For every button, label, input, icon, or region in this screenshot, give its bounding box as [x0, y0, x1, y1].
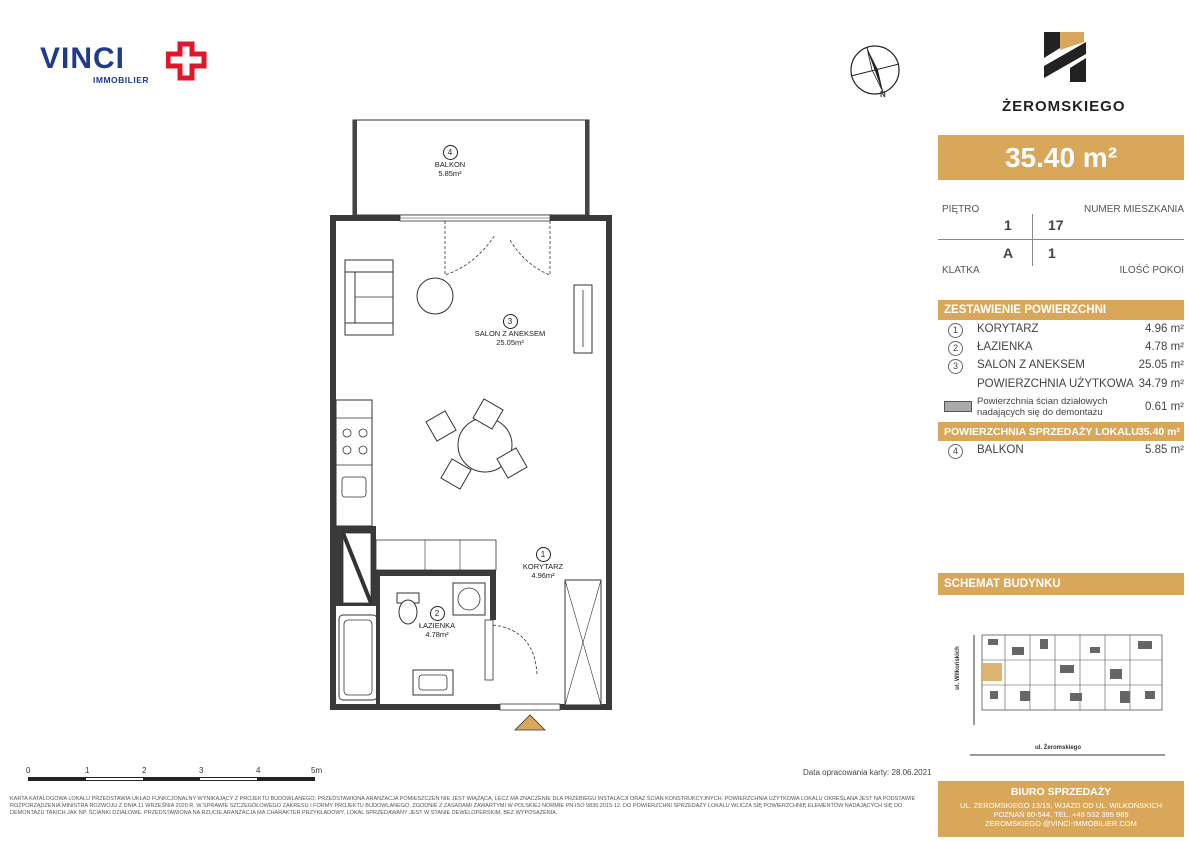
- compass-north-label: N: [880, 90, 886, 99]
- total-area-box: [938, 135, 1184, 180]
- walls-label-line2: nadających się do demontażu: [977, 407, 1103, 418]
- sales-area-label: POWIERZCHNIA SPRZEDAŻY LOKALU: [944, 425, 1139, 438]
- room-number-badge: 3: [948, 359, 963, 374]
- room-area: 4.78m²: [425, 629, 449, 639]
- summary-row-lazienka: [944, 341, 1184, 358]
- room-number-badge: 1: [536, 547, 551, 562]
- room-area: 25.05 m²: [1138, 359, 1184, 371]
- scale-tick-label: 4: [256, 766, 261, 775]
- summary-row-korytarz: [944, 323, 1184, 340]
- info-h-divider: [938, 239, 1184, 240]
- project-mark-icon: [1040, 28, 1090, 86]
- sales-office-line: UL. ŻEROMSKIEGO 13/15, WJAZD OD UL. WILKOŃSKICH: [959, 801, 1163, 810]
- room-number-badge: 2: [948, 341, 963, 356]
- compass-icon: [845, 40, 905, 102]
- disclaimer-line: DEMONTAŻU TAKICH JAK NP. ŚCIANKI DZIAŁOWE. PRZEDSTAWIONA NA RZUCIE ARANŻACJA MA CHARAKTER PRZYKŁADOWY, LOKAL SPRZEDAWANY JEST W STANIE DEWELOPERSKIM, BEZ WYPOSAŻENIA.: [10, 810, 558, 817]
- walls-swatch: [944, 401, 972, 412]
- sales-office-line: POZNAŃ 60-544, TEL. +48 532 395 965: [993, 810, 1129, 819]
- disclaimer: [10, 796, 930, 818]
- scale-tick-label: 1: [85, 766, 90, 775]
- room-name: SALON Z ANEKSEM: [474, 329, 546, 338]
- summary-header-text: ZESTAWIENIE POWIERZCHNI: [944, 304, 1107, 316]
- room-area: 5.85 m²: [1145, 444, 1184, 456]
- staircase-label: KLATKA: [942, 265, 980, 276]
- scale-tick-label: 2: [142, 766, 147, 775]
- walls-value: 0.61 m²: [1145, 401, 1184, 413]
- date-text: Data opracowania karty: 28.06.2021: [803, 768, 932, 777]
- room-number-badge: 1: [948, 323, 963, 338]
- room-area: 4.96m²: [531, 570, 555, 580]
- floor-label: PIĘTRO: [942, 204, 980, 215]
- vinci-subtitle: IMMOBILIER: [93, 75, 149, 85]
- project-name: ŻEROMSKIEGO: [1002, 98, 1126, 115]
- room-label-lazienka: [407, 606, 467, 639]
- summary-header: [938, 300, 1184, 320]
- room-number-badge: 4: [443, 145, 458, 160]
- disclaimer-line: KARTA KATALOGOWA LOKALU PRZEDSTAWIA UKŁAD FUNKCJONALNY WYNIKAJĄCY Z PROJEKTU BUDOWLANEGO. PRZEDSTAWIONA ARANŻACJA POMIESZCZEŃ NIE JEST WIĄŻĄCA, LECZ MA ZNACZENIE DLA PRZEBIEGU INSTALACJI ORAZ ŚCIAN KONSTRUKCYJNYCH. POWIERZCHNIA UŻYTKOWA LOKALU OKREŚLANA JEST NA PODSTAWIE: [10, 796, 916, 802]
- summary-row-walls: [944, 396, 1184, 420]
- scale-bar: [24, 766, 329, 786]
- sales-office-email[interactable]: ZEROMSKIEGO @VINCI-IMMOBILIER.COM: [985, 819, 1137, 828]
- scale-tick-label: 0: [26, 766, 31, 775]
- room-label-korytarz: [508, 547, 578, 580]
- room-area: 25.05m²: [496, 337, 524, 347]
- total-area-value: 35.40 m²: [1004, 141, 1118, 173]
- sales-area-value: 35.40 m²: [1137, 425, 1180, 438]
- vinci-cross-icon: [166, 40, 210, 82]
- room-number-badge: 3: [503, 314, 518, 329]
- scale-tick-label: 5m: [311, 766, 323, 775]
- apartment-info: [938, 200, 1184, 280]
- summary-row-usable: [944, 378, 1184, 395]
- rooms-label: ILOŚĆ POKOI: [1119, 265, 1184, 276]
- unit-value: 17: [1048, 217, 1064, 233]
- room-area: 5.85m²: [438, 168, 462, 178]
- project-logo: [1000, 28, 1130, 123]
- building-footprint-icon: [960, 625, 1185, 760]
- room-name: ŁAZIENKA: [418, 621, 456, 630]
- building-scheme-map: [954, 625, 1185, 765]
- room-number-badge: 2: [430, 606, 445, 621]
- summary-row-salon: [944, 359, 1184, 376]
- room-label-balkon: [415, 145, 485, 178]
- room-name: BALKON: [434, 160, 466, 169]
- building-scheme-header-text: SCHEMAT BUDYNKU: [944, 578, 1061, 590]
- floor-plan: [325, 115, 615, 740]
- scale-tick-label: 3: [199, 766, 204, 775]
- staircase-value: A: [1003, 245, 1014, 261]
- info-v-divider: [1032, 214, 1033, 266]
- unit-label: NUMER MIESZKANIA: [1083, 204, 1184, 215]
- disclaimer-line: ROZPORZĄDZENIA MINISTRA ROZWOJU Z DNIA 11 WRZEŚNIA 2020 R. W SPRAWIE SZCZEGÓŁOWEGO ZAKRESU I FORMY PROJEKTU BUDOWLANEGO, ZGODNIE Z ZASADAMI ZAWARTYMI W POLSKIEJ NORMIE PN-ISO 9836:2015-12. DO POWIERZCHNI SPRZEDAŻY LOKALU WLICZA SIĘ POWIERZCHNIĘ ELEMENTÓW NADAJĄCYCH SIĘ DO: [10, 803, 903, 810]
- floor-value: 1: [1004, 217, 1012, 233]
- vinci-wordmark: VINCI: [40, 42, 126, 75]
- room-area: 4.96 m²: [1145, 323, 1184, 335]
- room-label-salon: [455, 314, 565, 347]
- summary-row-balkon: [944, 444, 1184, 461]
- room-name: SALON Z ANEKSEM: [977, 359, 1086, 371]
- street-vertical-label: ul. Wilkońskich: [954, 646, 961, 690]
- floor-plan-drawing: [325, 115, 615, 740]
- usable-area-label: POWIERZCHNIA UŻYTKOWA: [977, 378, 1134, 390]
- room-number-badge: 4: [948, 444, 963, 459]
- building-scheme-header: [938, 573, 1184, 595]
- sales-area-row: [938, 422, 1184, 441]
- room-name: ŁAZIENKA: [977, 341, 1033, 353]
- sales-office-box: [938, 781, 1184, 837]
- sales-office-title: BIURO SPRZEDAŻY: [1010, 786, 1112, 798]
- room-name: BALKON: [977, 444, 1024, 456]
- room-name: KORYTARZ: [522, 562, 564, 571]
- usable-area-value: 34.79 m²: [1138, 378, 1184, 390]
- rooms-value: 1: [1048, 245, 1056, 261]
- room-area: 4.78 m²: [1145, 341, 1184, 353]
- room-name: KORYTARZ: [977, 323, 1039, 335]
- vinci-logo: [40, 40, 210, 90]
- walls-label-line1: Powierzchnia ścian działowych: [977, 396, 1108, 407]
- street-horizontal-label: ul. Żeromskiego: [1035, 745, 1082, 751]
- north-compass: [845, 40, 905, 102]
- scale-bar-graphic: [28, 777, 315, 781]
